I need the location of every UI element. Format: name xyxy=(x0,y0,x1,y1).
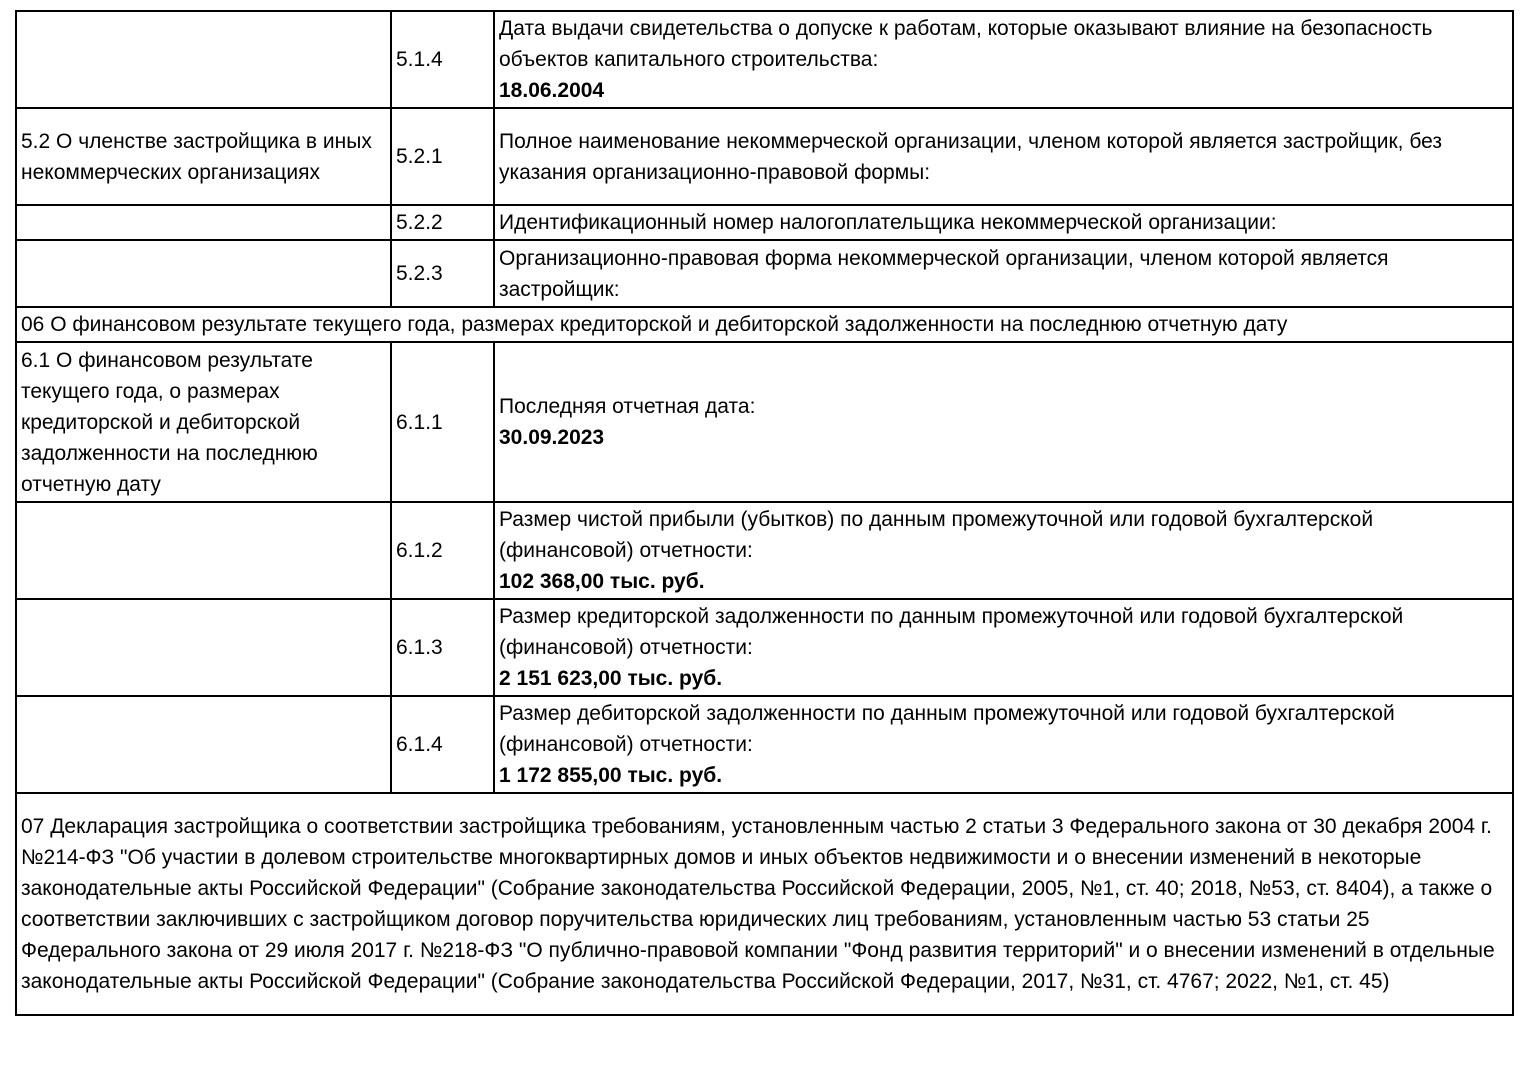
item-value: 102 368,00 тыс. руб. xyxy=(499,570,705,593)
item-code: 5.2.2 xyxy=(391,205,494,240)
table-row xyxy=(16,240,1513,307)
item-content-cell xyxy=(494,502,1513,599)
item-content-cell xyxy=(494,240,1513,307)
section-title-cell xyxy=(16,240,391,307)
table-row xyxy=(16,11,1513,108)
item-content-cell xyxy=(494,342,1513,502)
item-label: Идентификационный номер налогоплательщика некоммерческой организации: xyxy=(499,211,1277,234)
section-title-cell: 6.1 О финансовом результате текущего года, о размерах кредиторской и дебиторской задолженности на последнюю отчетную дату xyxy=(16,342,391,502)
item-code: 6.1.4 xyxy=(391,696,494,793)
developer-declaration-table xyxy=(15,10,1514,1016)
item-code: 5.1.4 xyxy=(391,11,494,108)
item-label: Размер кредиторской задолженности по данным промежуточной или годовой бухгалтерской (финансовой) отчетности: xyxy=(499,605,1404,659)
item-code: 5.2.1 xyxy=(391,108,494,205)
item-label: Организационно-правовая форма некоммерческой организации, членом которой является застройщик: xyxy=(499,246,1389,301)
item-content-cell xyxy=(494,696,1513,793)
table-row xyxy=(16,205,1513,240)
section-title-cell xyxy=(16,502,391,599)
item-label: Размер дебиторской задолженности по данным промежуточной или годовой бухгалтерской (финансовой) отчетности: xyxy=(499,702,1395,756)
table-row xyxy=(16,307,1513,342)
item-code: 6.1.3 xyxy=(391,599,494,696)
item-code: 6.1.2 xyxy=(391,502,494,599)
table-row xyxy=(16,502,1513,599)
item-value: 18.06.2004 xyxy=(499,79,605,102)
declaration-paragraph: 07 Декларация застройщика о соответствии застройщика требованиям, установленным частью 2 статьи 3 Федерального закона от 30 декабря 2004 г. №214-ФЗ "Об участии в долевом строительстве многоквартирных домов и иных объектов недвижимости и о внесении изменений в некоторые законодательные акты Российской Федерации" (Собрание законодательства Российской Федерации, 2005, №1, ст. 40; 2018, №53, ст. 8404), а также о соответствии заключивших с застройщиком договор поручительства юридических лиц требованиям, установленным частью 53 статьи 25 Федерального закона от 29 июля 2017 г. №218-ФЗ "О публично-правовой компании "Фонд развития территорий" и о внесении изменений в отдельные законодательные акты Российской Федерации" (Собрание законодательства Российской Федерации, 2017, №31, ст. 4767; 2022, №1, ст. 45) xyxy=(16,793,1513,1015)
section-title-cell xyxy=(16,599,391,696)
table-row xyxy=(16,599,1513,696)
section-header: 06 О финансовом результате текущего года, размерах кредиторской и дебиторской задолженности на последнюю отчетную дату xyxy=(16,307,1513,342)
item-value: 1 172 855,00 тыс. руб. xyxy=(499,764,723,787)
item-label: Размер чистой прибыли (убытков) по данным промежуточной или годовой бухгалтерской (финансовой) отчетности: xyxy=(499,508,1374,562)
section-title-cell xyxy=(16,11,391,108)
item-value: 2 151 623,00 тыс. руб. xyxy=(499,667,723,690)
section-title-cell xyxy=(16,205,391,240)
section-title-cell xyxy=(16,696,391,793)
item-label: Полное наименование некоммерческой организации, членом которой является застройщик, без указания организационно-правовой формы: xyxy=(499,129,1442,184)
item-label: Последняя отчетная дата: xyxy=(499,395,756,418)
item-content-cell xyxy=(494,108,1513,205)
item-content-cell xyxy=(494,205,1513,240)
table-row xyxy=(16,696,1513,793)
item-code: 5.2.3 xyxy=(391,240,494,307)
table-row xyxy=(16,342,1513,502)
table-row xyxy=(16,108,1513,205)
item-content-cell xyxy=(494,599,1513,696)
item-label: Дата выдачи свидетельства о допуске к работам, которые оказывают влияние на безопасность объектов капитального строительства: xyxy=(499,17,1433,71)
section-title-cell: 5.2 О членстве застройщика в иных некоммерческих организациях xyxy=(16,108,391,205)
item-code: 6.1.1 xyxy=(391,342,494,502)
item-content-cell xyxy=(494,11,1513,108)
table-row xyxy=(16,793,1513,1015)
item-value: 30.09.2023 xyxy=(499,426,605,449)
